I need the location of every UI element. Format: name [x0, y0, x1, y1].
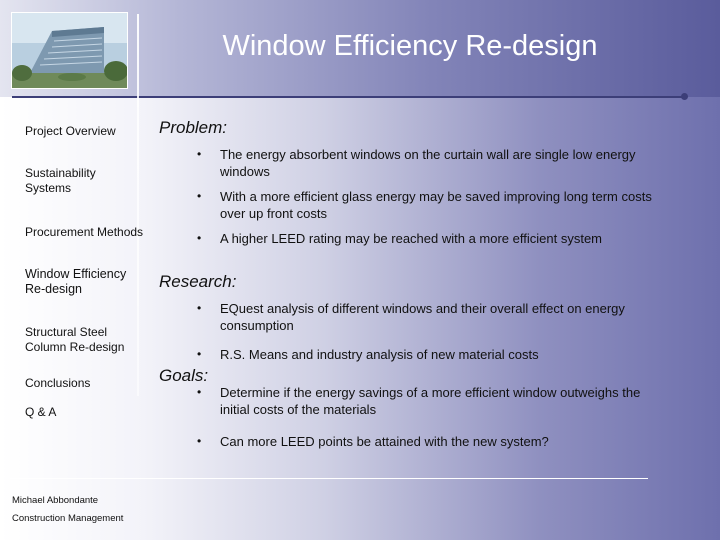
footer-program: Construction Management [12, 513, 124, 524]
problem-item-2: With a more efficient glass energy may be saved improving long term costs over up front costs [220, 189, 652, 221]
nav-item-window-efficiency[interactable]: Window Efficiency Re-design [25, 267, 127, 296]
footer-author: Michael Abbondante [12, 495, 99, 506]
bullet: • [197, 189, 202, 203]
building-photo-logo [11, 12, 128, 89]
footer-divider [10, 478, 648, 479]
page-title: Window Efficiency Re-design [222, 30, 598, 62]
bullet: • [197, 147, 202, 161]
goals-item-2: Can more LEED points be attained with the new system? [220, 434, 549, 449]
sidebar-divider [137, 14, 139, 396]
divider-dot [681, 93, 688, 100]
problem-item-1: The energy absorbent windows on the curtain wall are single low energy windows [220, 147, 636, 179]
problem-item-3: A higher LEED rating may be reached with a more efficient system [220, 231, 603, 246]
research-item-1: EQuest analysis of different windows and their overall effect on energy consumption [220, 301, 625, 333]
nav-item-conclusions[interactable]: Conclusions [25, 376, 91, 390]
title-divider [12, 96, 684, 98]
research-heading: Research: [159, 272, 237, 291]
goals-item-1: Determine if the energy savings of a more efficient window outweighs the initial costs of the materials [220, 385, 641, 417]
nav-item-project-overview[interactable]: Project Overview [25, 124, 116, 138]
bullet: • [197, 231, 202, 245]
bullet: • [197, 385, 202, 399]
bullet: • [197, 434, 202, 448]
research-item-2: R.S. Means and industry analysis of new material costs [220, 347, 539, 362]
bullet: • [197, 347, 202, 361]
nav-item-structural-steel[interactable]: Structural Steel Column Re-design [25, 325, 125, 354]
nav-item-qa[interactable]: Q & A [25, 405, 57, 419]
nav-item-sustainability[interactable]: Sustainability Systems [25, 166, 96, 195]
building-icon [12, 13, 127, 88]
goals-heading: Goals: [159, 366, 209, 385]
nav-item-procurement[interactable]: Procurement Methods [25, 225, 144, 239]
bullet: • [197, 301, 202, 315]
problem-heading: Problem: [159, 118, 228, 137]
